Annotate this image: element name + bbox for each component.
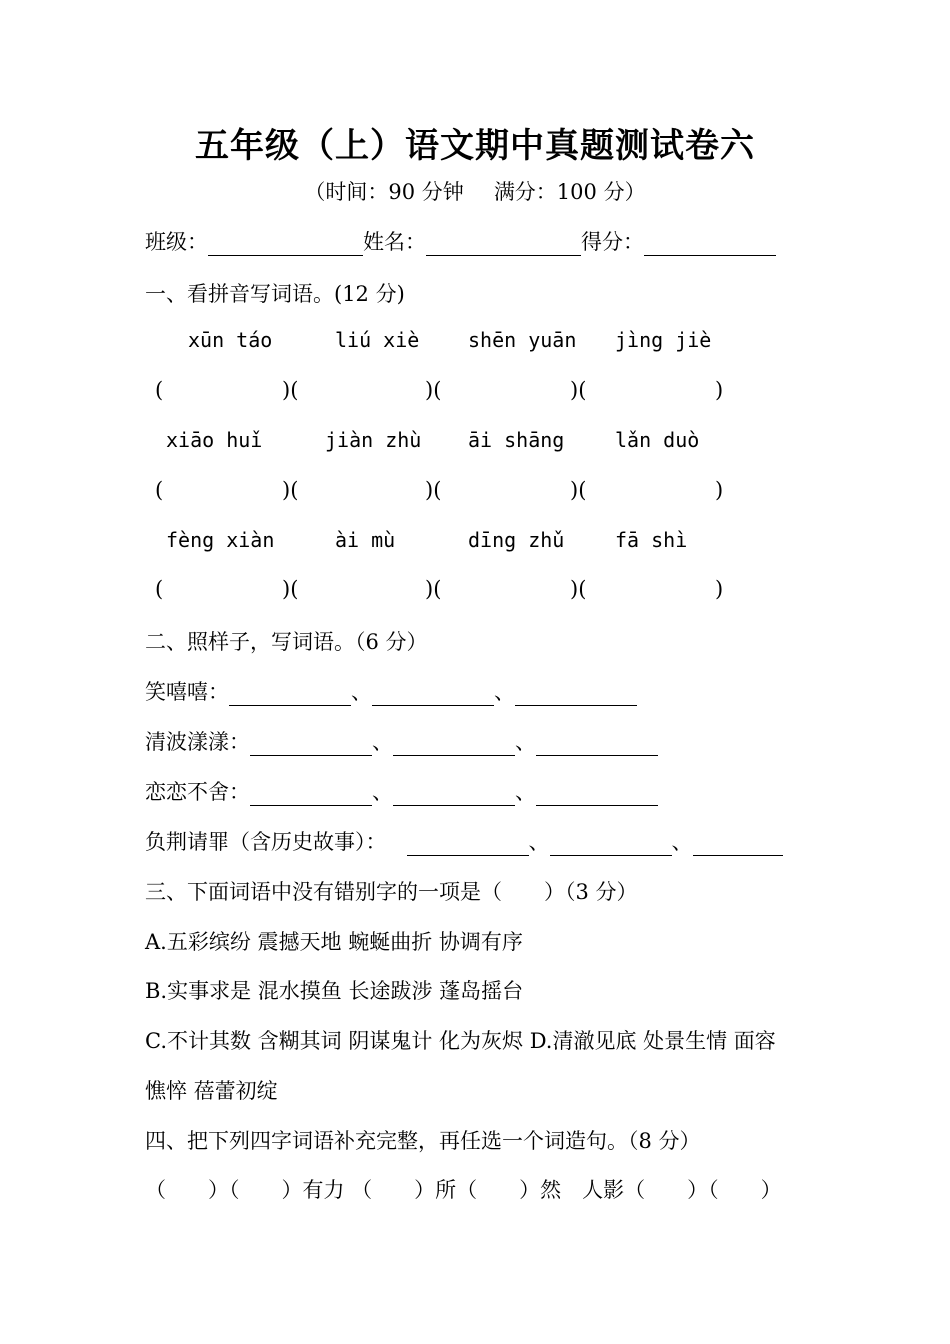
pinyin: ài mù xyxy=(335,528,396,552)
answer-blank[interactable] xyxy=(229,683,351,706)
answer-blank[interactable] xyxy=(550,833,672,856)
section2-heading: 二、照样子，写词语。（6 分） xyxy=(145,630,428,654)
section1-heading: 一、看拼音写词语。(12 分) xyxy=(145,282,405,306)
answer-blank[interactable] xyxy=(372,683,494,706)
answer-blank[interactable] xyxy=(515,683,637,706)
pinyin: jìng jiè xyxy=(615,328,712,352)
pinyin: fā shì xyxy=(615,528,688,552)
section4-fill: （ ）（ ）有力 （ ）所（ ）然 人影（ ）（ ） xyxy=(145,1178,782,1202)
section4-heading: 四、把下列四字词语补充完整，再任选一个词造句。（8 分） xyxy=(145,1129,701,1153)
score-info: 满分：100 分） xyxy=(493,180,646,204)
exam-title: 五年级（上）语文期中真题测试卷六 xyxy=(195,126,755,166)
pinyin: fèng xiàn xyxy=(166,528,275,552)
option-a: A.五彩缤纷 震撼天地 蜿蜒曲折 协调有序 xyxy=(145,930,523,954)
answer-blank[interactable] xyxy=(393,733,515,756)
pinyin: xiāo huǐ xyxy=(166,428,263,452)
score-blank[interactable] xyxy=(644,233,776,256)
answer-blank[interactable] xyxy=(536,733,658,756)
answer-blank[interactable] xyxy=(407,833,529,856)
answer-blank[interactable] xyxy=(393,783,515,806)
pinyin: shēn yuān xyxy=(468,328,577,352)
name-label: 姓名： xyxy=(363,230,426,254)
pinyin: dīng zhǔ xyxy=(468,528,565,552)
section3-heading: 三、下面词语中没有错别字的一项是（ ）（3 分） xyxy=(145,880,638,904)
student-info-row xyxy=(145,226,776,256)
pinyin: āi shāng xyxy=(468,428,565,452)
option-c-d: C.不计其数 含糊其词 阴谋鬼计 化为灰烬 D.清澈见底 处景生情 面容 xyxy=(145,1029,776,1053)
name-blank[interactable] xyxy=(426,233,581,256)
example-row-4: 负荆请罪（含历史故事）： 、 、 xyxy=(145,826,783,856)
pinyin: jiàn zhù xyxy=(325,428,422,452)
time-info: （时间：90 分钟 xyxy=(304,180,464,204)
answer-blank[interactable] xyxy=(536,783,658,806)
pinyin: xūn táo xyxy=(188,328,273,352)
example-row-1: 笑嘻嘻： 、 、 xyxy=(145,676,637,706)
score-label: 得分： xyxy=(581,230,644,254)
example-row-2: 清波漾漾： 、 、 xyxy=(145,726,658,756)
option-b: B.实事求是 混水摸鱼 长途跋涉 蓬岛摇台 xyxy=(145,979,524,1003)
class-label: 班级： xyxy=(145,230,208,254)
answer-blank[interactable] xyxy=(693,833,783,856)
exam-subtitle xyxy=(0,176,950,206)
pinyin: liú xiè xyxy=(335,328,420,352)
class-blank[interactable] xyxy=(208,233,363,256)
answer-blank[interactable] xyxy=(250,783,372,806)
option-d-cont: 憔悴 蓓蕾初绽 xyxy=(145,1079,278,1103)
pinyin: lǎn duò xyxy=(615,428,700,452)
exam-page: 五年级（上）语文期中真题测试卷六 （时间：90 分钟 满分：100 分） 班级： 姓名： 得分： 一、看拼音写词语。(12 分) xūn táo liú xiè shēn yuān jìng jiè ( )( )( )( ) xiāo huǐ jiàn zhù āi shāng lǎn duò ( )( )( )( ) fèng xiàn ài mù dīng zhǔ fā shì ( )( )( )( ) 二、照样子，写词语。（6 分） 笑嘻嘻： 、 、 清波漾漾： 、 、 恋恋不舍： 、 、 负荆请罪（含历史故事）： 、 、 三、下面词语中没有错别字的一项是（ ）（3 分） A.五彩缤纷 震撼天地 蜿蜒曲折 协调有序 B.实事求是 混水摸鱼 长途跋涉 蓬岛摇台 C.不计其数 含糊其词 阴谋鬼计 化为灰烬 D.清澈见底 处景生情 面容 憔悴 蓓蕾初绽 四、把下列四字词语补充完整，再任选一个词造句。（8 分） （ ）（ ）有力 （ ）所（ ）然 人影（ ）（ ） xyxy=(0,0,950,1344)
example-row-3: 恋恋不舍： 、 、 xyxy=(145,776,658,806)
answer-blank[interactable] xyxy=(250,733,372,756)
